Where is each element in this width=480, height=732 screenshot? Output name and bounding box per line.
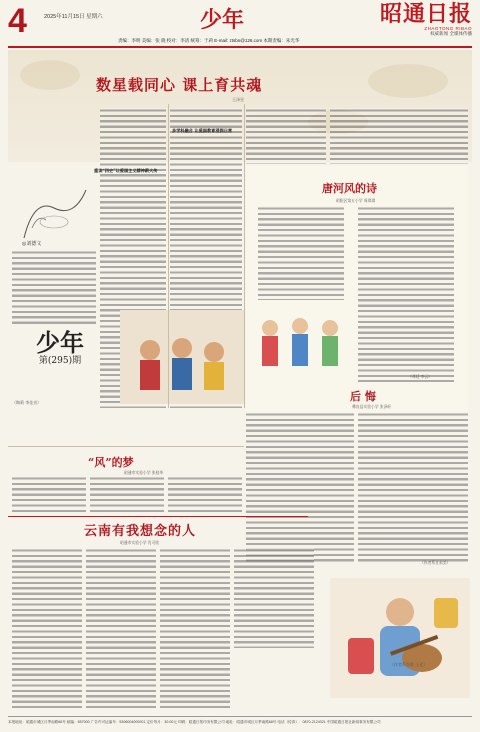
column-logo-issue: 第(295)期: [38, 356, 82, 366]
article-houhui-col2: [358, 412, 468, 562]
article-houhui-title: 后 悔: [350, 390, 376, 403]
page-footer: 本报地址：昭通市城区月季南路68号 邮编：657000 广告许可证编号：5306004000001 定价每月：30.00元 印刷：昭通日报印务有限公司 地址：昭通市城区月季南路68号 电话（传真）：0870-2124321 中国昭通日报社新闻事务有限公司: [8, 716, 472, 725]
article-feng-col2: [90, 476, 164, 514]
row-divider: [8, 446, 244, 447]
article-feng-col1: [12, 476, 86, 514]
article-yunnan-title: 云南有我想念的人: [84, 524, 197, 539]
column-logo-title: 少年: [36, 328, 84, 357]
masthead: [352, 2, 472, 37]
masthead-name: 昭通日报: [379, 1, 472, 27]
article-column-3: [246, 108, 326, 164]
article-yunnan-col1: [12, 548, 82, 708]
article-yunnan-col3: [160, 548, 230, 708]
banner-title: 数星载同心 课上育共魂: [96, 76, 263, 94]
section-divider: [8, 516, 308, 517]
poem-author: 昭阳区第五小学 周琪琪: [336, 198, 376, 203]
article-houhui-author: 彝良县实验小学 张泽轩: [352, 404, 392, 409]
article-subheading-2: 多学科融合 让爱国教育浸润日常: [172, 128, 233, 133]
poem-stanza-right: [358, 206, 454, 382]
header-rule: [8, 46, 472, 48]
article-yunnan-author: 昭通市实验小学 肖可欣: [120, 540, 160, 545]
column-divider: [168, 104, 169, 408]
article-feng-title: “风”的梦: [88, 456, 134, 469]
ink-sketch-illustration: [14, 178, 96, 248]
masthead-pinyin: ZHAOTONG RIBAO: [424, 26, 472, 31]
editor-info: 责编：李明 美编：张 晓 校对：李清 统筹：于莉 E-mail: ztsbn@126.com 本期责编：朱光华: [118, 38, 300, 43]
poem-stanza-left: [258, 206, 344, 300]
article-column-4: [330, 108, 468, 164]
issue-date: 2025年11月15日 星期六: [44, 14, 103, 20]
column-logo: [20, 330, 100, 366]
banner-author: 王泽昱: [232, 97, 244, 102]
photo-credit: （陶莉 李佳音）: [12, 400, 42, 405]
children-photo: [120, 310, 244, 404]
masthead-slogan: 权威新闻 全媒体传播: [430, 32, 472, 37]
article-houhui-col1: [246, 412, 354, 562]
article-yunnan-credit: （作者系蔡敬 王光）: [390, 662, 428, 667]
kids-illustration: [250, 300, 350, 374]
section-title: 少年: [200, 7, 245, 33]
poem-credit: （邓廷 李云）: [408, 374, 432, 379]
left-column-text: [12, 250, 96, 324]
guitar-illustration: [330, 578, 470, 698]
article-feng-col3: [168, 476, 242, 514]
article-feng-author: 昭通市实验小学 张桂华: [124, 470, 164, 475]
article-houhui-credit: （作者系甘肃美）: [420, 560, 451, 565]
sketch-caption: ◎刘德文: [22, 241, 42, 247]
article-yunnan-col2: [86, 548, 156, 708]
article-subheading-1: 重读“四史”让爱国主义精神薪火传: [94, 168, 158, 173]
page-number: 4: [8, 2, 27, 40]
poem-title: 唐河风的诗: [322, 182, 377, 195]
article-yunnan-col4: [234, 548, 314, 648]
column-divider: [244, 104, 245, 408]
